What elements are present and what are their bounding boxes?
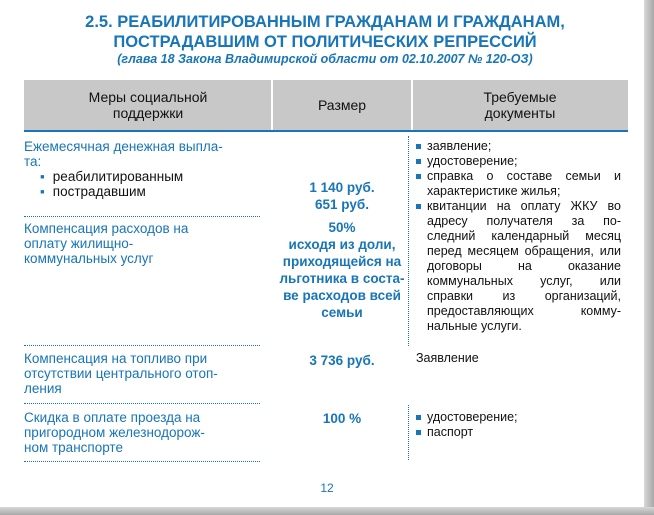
document-item: квитанции на оплату ЖКУ во адресу получателя за по-следний календарный месяц перед месяцем обращения, или договоры на оказание коммунальных услуг, или справки из организаций, предоставляющих комму-нальные услуги. bbox=[416, 199, 621, 334]
document-item: удостоверение; bbox=[416, 410, 621, 425]
amount-cell-monthly-payment: 1 140 руб. 651 руб. bbox=[309, 180, 375, 212]
document-item: Заявление bbox=[416, 351, 479, 365]
amount-cell-train-discount: 100 % bbox=[322, 411, 362, 426]
measure-cell-train-discount: Скидка в оплате проезда на пригородном железнодорож- ном транспорте bbox=[24, 410, 260, 462]
page-number: 12 bbox=[320, 481, 334, 495]
document-item: паспорт bbox=[416, 425, 621, 440]
measure-cell-monthly-payment: Ежемесячная денежная выпла- та: ▪ реабилитированным ▪ пострадавшим bbox=[24, 139, 260, 217]
documents-cell-group1 bbox=[416, 139, 621, 334]
measure-cell-housing-compensation: Компенсация расходов на оплату жилищно- коммунальных услуг bbox=[24, 221, 260, 346]
amount-cell-fuel-compensation: 3 736 руб. bbox=[309, 353, 375, 368]
document-item: справка о составе семьи и характеристике жилья; bbox=[416, 169, 621, 199]
header-documents: Требуемые документы bbox=[483, 89, 557, 121]
page-edge-shadow-right bbox=[644, 0, 654, 515]
table-header bbox=[24, 80, 628, 132]
documents-cell-group3 bbox=[416, 410, 621, 440]
list-item: ▪ реабилитированным bbox=[24, 169, 260, 184]
documents-cell-group2 bbox=[416, 351, 621, 366]
document-item: удостоверение; bbox=[416, 154, 621, 169]
section-title-line1: 2.5. РЕАБИЛИТИРОВАННЫМ ГРАЖДАНАМ И ГРАЖДАНАМ, bbox=[85, 13, 565, 31]
measure-cell-fuel-compensation: Компенсация на топливо при отсутствии центрального отоп- ления bbox=[24, 351, 260, 404]
column-divider bbox=[267, 132, 269, 468]
list-item: ▪ пострадавшим bbox=[24, 184, 260, 199]
header-measures: Меры социальной поддержки bbox=[88, 89, 208, 121]
header-amount: Размер bbox=[317, 97, 367, 113]
page-edge-shadow-bottom bbox=[0, 507, 654, 515]
amount-cell-housing-compensation: 50% исходя из доли, приходящейся на льготника в соста- ве расходов всей семьи bbox=[279, 220, 405, 320]
section-title-line2: ПОСТРАДАВШИМ ОТ ПОЛИТИЧЕСКИХ РЕПРЕССИЙ bbox=[113, 33, 537, 51]
section-title bbox=[20, 12, 630, 52]
law-reference-subtitle: (глава 18 Закона Владимирской области от 02.10.2007 № 120-ОЗ) bbox=[117, 52, 533, 66]
document-item: заявление; bbox=[416, 139, 621, 154]
